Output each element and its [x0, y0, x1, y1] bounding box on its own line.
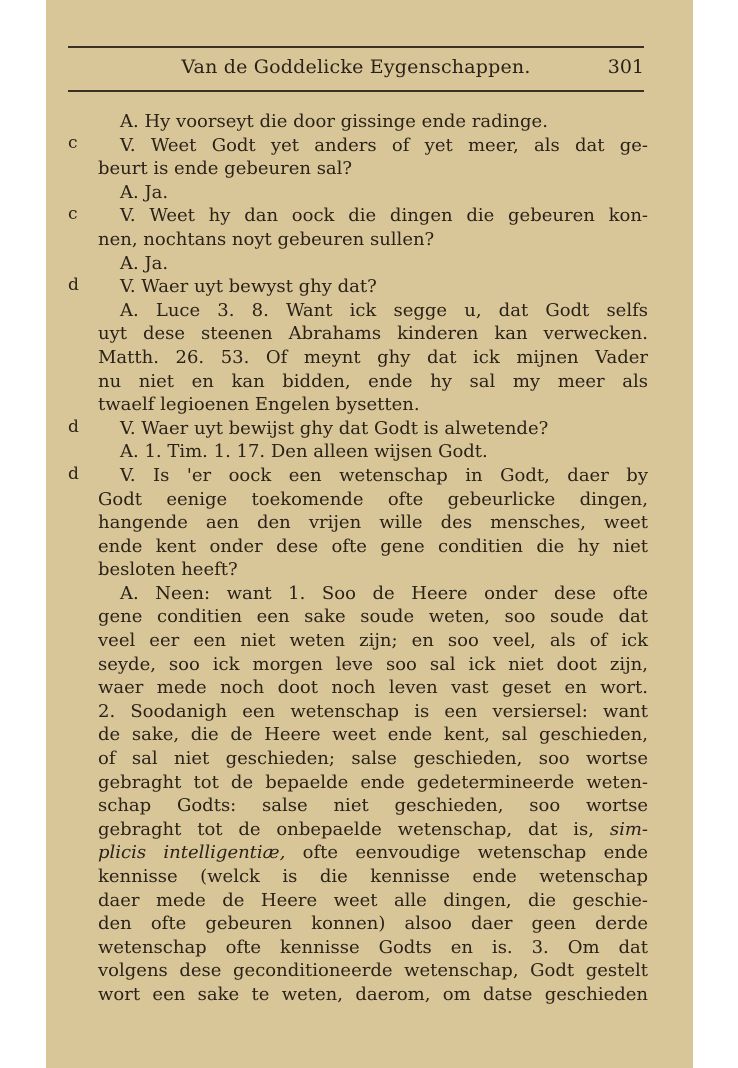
- text-line: daer mede de Heere weet alle dingen, die geschie-: [98, 889, 648, 911]
- text-line: A. 1. Tim. 1. 17. Den alleen wijsen Godt.: [120, 441, 488, 463]
- text-line: volgens dese geconditioneerde wetenschap, Godt gestelt: [98, 960, 648, 982]
- text-line: V. Weet hy dan oock die dingen die gebeuren kon-: [120, 205, 648, 227]
- text-line: A. Neen: want 1. Soo de Heere onder dese ofte: [120, 582, 648, 604]
- text-line: kennisse (welck is die kennisse ende wetenschap: [98, 866, 648, 887]
- text-line: gebraght tot de bepaelde ende gedetermineerde weten-: [98, 771, 648, 793]
- text-line: waer mede noch doot noch leven vast geset en wort.: [98, 677, 648, 699]
- header-top-rule: [68, 46, 644, 48]
- margin-mark: d: [68, 417, 79, 437]
- text-line: of sal niet geschieden; salse geschieden, soo wortse: [98, 748, 648, 770]
- text-line-with-italic: [98, 818, 648, 842]
- text-line-with-italic: [98, 841, 648, 865]
- text-line: hangende aen den vrijen wille des mensches, weet: [98, 512, 648, 534]
- page-number: 301: [607, 56, 644, 78]
- text-line: V. Waer uyt bewijst ghy dat Godt is alwetende?: [120, 417, 549, 439]
- margin-mark: c: [68, 204, 78, 224]
- text-line: Matth. 26. 53. Of meynt ghy dat ick mijnen Vader: [98, 346, 648, 368]
- text-line: nen, nochtans noyt gebeuren sullen?: [98, 228, 435, 250]
- text-line: seyde, soo ick morgen leve soo sal ick niet doot zijn,: [98, 653, 648, 675]
- text-line: Godt eenige toekomende ofte gebeurlicke dingen,: [98, 488, 648, 510]
- text-line: schap Godts: salse niet geschieden, soo wortse: [98, 795, 648, 817]
- text-line: A. Hy voorseyt die door gissinge ende radinge.: [120, 111, 548, 132]
- margin-mark: d: [68, 275, 79, 295]
- italic-term: plicis intelligentiæ,: [98, 842, 286, 864]
- text-line: de sake, die de Heere weet ende kent, sal geschieden,: [98, 724, 648, 746]
- header-bottom-rule: [68, 90, 644, 92]
- text-line: besloten heeft?: [98, 559, 238, 581]
- body-text: [98, 110, 648, 1007]
- margin-mark: c: [68, 133, 78, 153]
- text-line: V. Weet Godt yet anders of yet meer, als dat ge-: [120, 134, 648, 156]
- text-line: wetenschap ofte kennisse Godts en is. 3. Om dat: [98, 936, 648, 958]
- running-header: [68, 56, 644, 82]
- text-line: twaelf legioenen Engelen bysetten.: [98, 394, 420, 416]
- text-line: A. Ja.: [120, 252, 169, 274]
- book-page: [46, 0, 693, 1068]
- text-line: gene conditien een sake soude weten, soo soude dat: [98, 606, 648, 628]
- text-line: veel eer een niet weten zijn; en soo veel, als of ick: [98, 630, 648, 652]
- text-line: ende kent onder dese ofte gene conditien die hy niet: [98, 535, 648, 557]
- text-line: V. Is 'er oock een wetenschap in Godt, daer by: [120, 464, 648, 486]
- text-line: nu niet en kan bidden, ende hy sal my meer als: [98, 370, 648, 392]
- text-line: uyt dese steenen Abrahams kinderen kan verwecken.: [98, 323, 648, 345]
- text-line: V. Waer uyt bewyst ghy dat?: [120, 276, 377, 298]
- text-line: den ofte gebeuren konnen) alsoo daer geen derde: [98, 913, 648, 935]
- text-line: A. Luce 3. 8. Want ick segge u, dat Godt selfs: [120, 299, 648, 321]
- text-line: beurt is ende gebeuren sal?: [98, 158, 353, 180]
- text-segment: ofte eenvoudige wetenschap ende: [302, 842, 648, 864]
- running-title: Van de Goddelicke Eygenschappen.: [181, 56, 531, 78]
- text-line: A. Ja.: [120, 181, 169, 203]
- margin-mark: d: [68, 464, 79, 484]
- text-line: wort een sake te weten, daerom, om datse geschieden: [98, 983, 648, 1005]
- italic-term: sim-: [609, 818, 648, 840]
- text-segment: gebraght tot de onbepaelde wetenschap, dat is,: [98, 818, 594, 840]
- text-line: 2. Soodanigh een wetenschap is een versiersel: want: [98, 700, 648, 722]
